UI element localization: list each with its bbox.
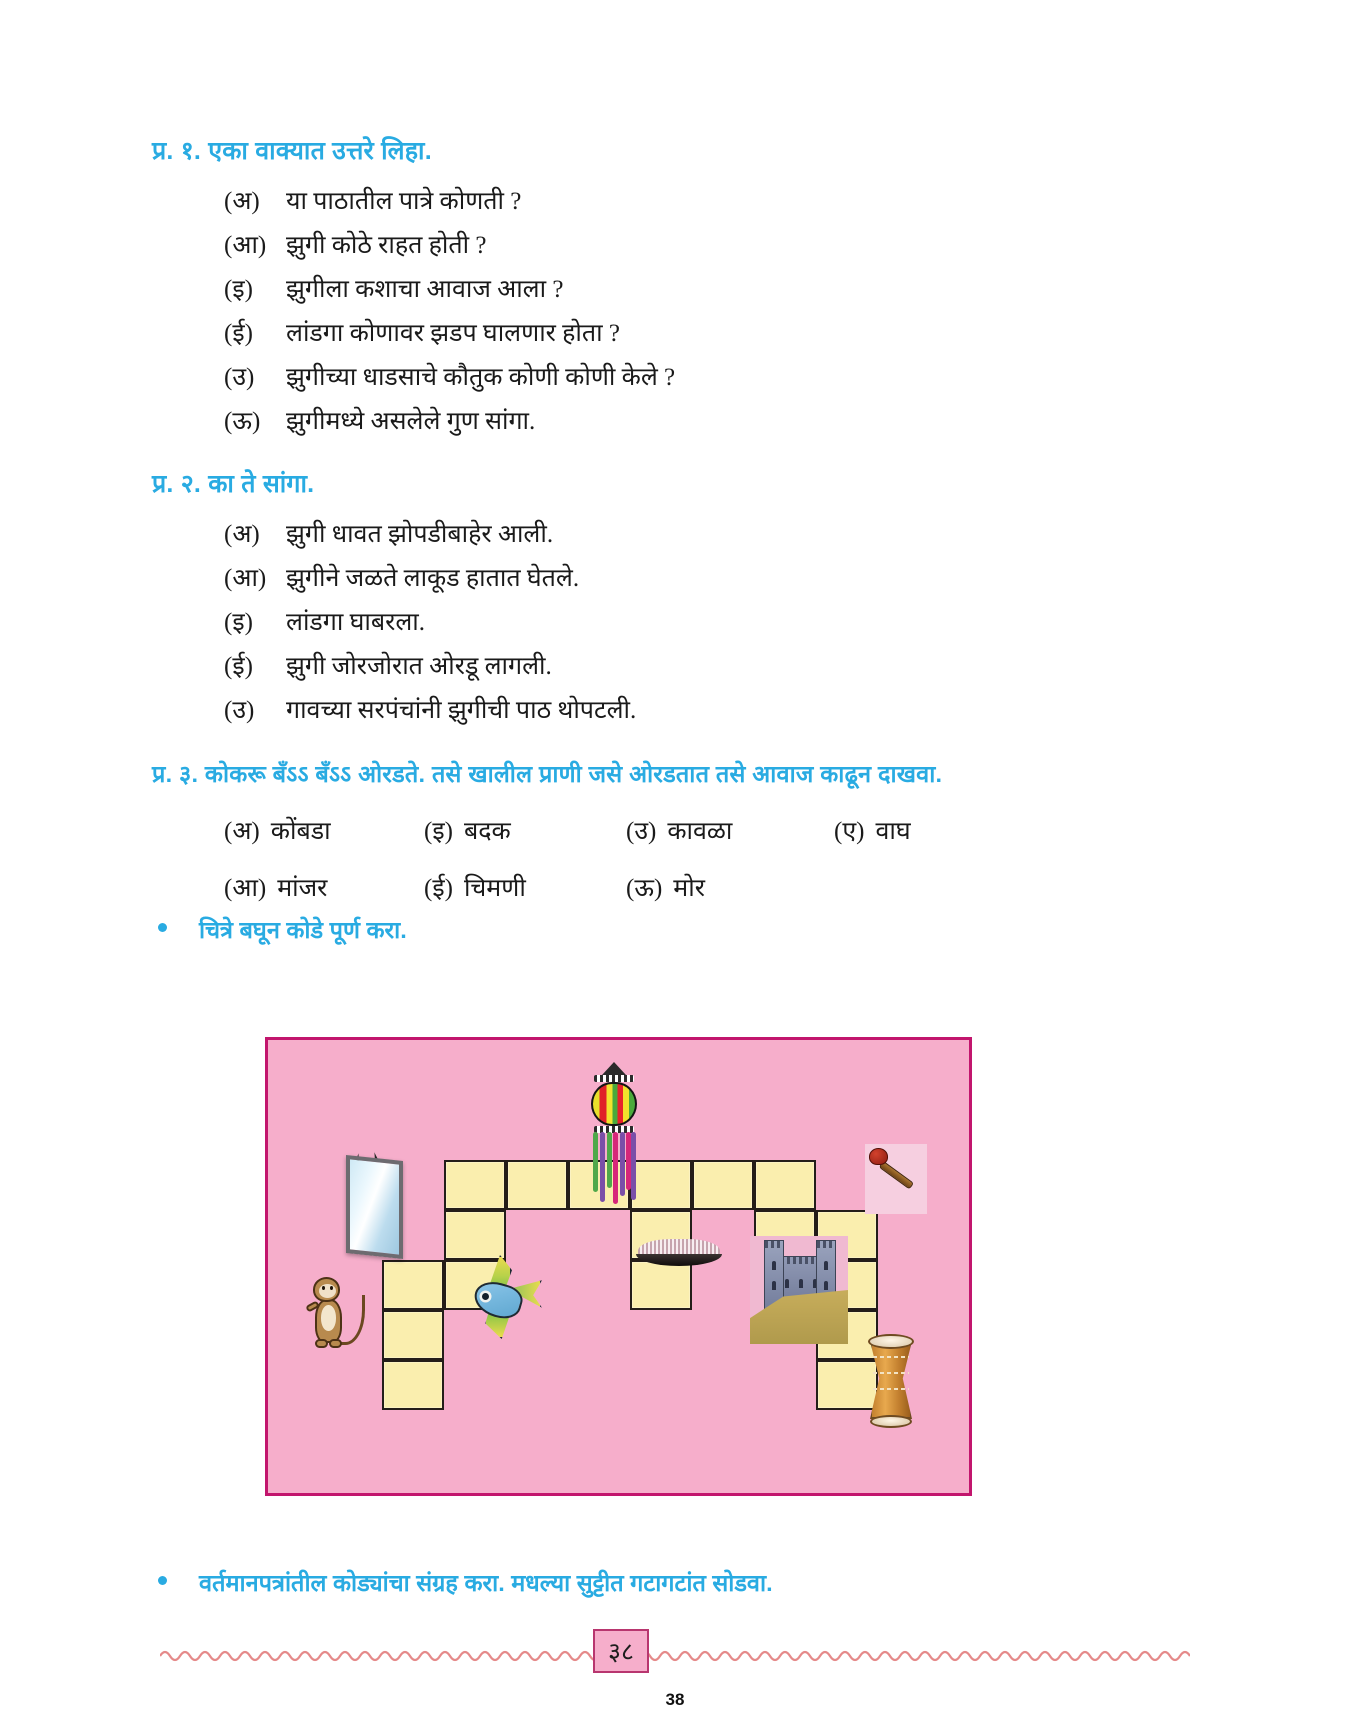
crossword-cell[interactable] xyxy=(754,1160,816,1210)
mace-head xyxy=(869,1148,888,1165)
monkey-picture xyxy=(303,1275,371,1363)
q2-item-2 xyxy=(224,610,636,635)
q3-animal-row-2 xyxy=(224,870,1252,904)
crossword-puzzle-image xyxy=(265,1037,972,1496)
q2-item-3 xyxy=(224,654,636,679)
q2-item-0 xyxy=(224,522,636,547)
monkey-eye xyxy=(322,1286,325,1290)
lantern-top-icon xyxy=(602,1062,626,1075)
page-number-bottom: 38 xyxy=(665,1690,685,1709)
fish-picture xyxy=(460,1257,546,1343)
monkey-eye xyxy=(330,1286,333,1290)
q3-animal-3-text: वाघ xyxy=(875,818,911,845)
q2-item-0-label: (अ) xyxy=(224,521,260,548)
fish-eye xyxy=(482,1293,489,1300)
drum-lace xyxy=(873,1356,909,1358)
fort-window xyxy=(799,1279,803,1288)
question-2-heading: प्र. २. का ते सांगा. xyxy=(152,470,315,498)
drum-picture xyxy=(865,1332,917,1428)
q1-item-4-text: झुगीच्या धाडसाचे कौतुक कोणी कोणी केले ? xyxy=(286,364,676,391)
footer-wave-divider xyxy=(160,1645,1190,1667)
fort-picture xyxy=(750,1236,848,1344)
q3-animal-4 xyxy=(224,870,424,904)
fort-window xyxy=(772,1261,776,1270)
page-number-badge: ३८ xyxy=(593,1629,649,1673)
q3-animal-6-label: (ऊ) xyxy=(626,875,663,902)
q1-item-3-text: लांडगा कोणावर झडप घालणार होता ? xyxy=(286,320,620,347)
q3-animal-1-text: बदक xyxy=(463,818,511,845)
bullet-newspaper-puzzles xyxy=(158,1566,773,1598)
q2-item-1-text: झुगीने जळते लाकूड हातात घेतले. xyxy=(286,565,580,592)
q3-animal-3-label: (ए) xyxy=(834,818,865,845)
fort-window xyxy=(785,1279,789,1288)
q2-item-3-label: (ई) xyxy=(224,653,253,680)
question-1-heading: प्र. १. एका वाक्यात उत्तरे लिहा. xyxy=(152,137,432,165)
drum-top-skin xyxy=(868,1334,914,1349)
q1-item-0-label: (अ) xyxy=(224,188,260,215)
q1-item-0 xyxy=(224,189,675,214)
crossword-cell[interactable] xyxy=(506,1160,568,1210)
comb-picture xyxy=(636,1239,722,1269)
q3-animal-row-1 xyxy=(224,813,1252,847)
q3-animal-3 xyxy=(834,813,911,847)
monkey-leg xyxy=(329,1339,342,1348)
q1-item-0-text: या पाठातील पात्रे कोणती ? xyxy=(286,188,522,215)
lantern-picture xyxy=(588,1062,640,1207)
drum-shell xyxy=(870,1341,912,1419)
question-3-heading: प्र. ३. कोकरू बँऽऽ बँऽऽ ओरडते. तसे खालील प्राणी जसे ओरडतात तसे आवाज काढून दाखवा. xyxy=(152,761,943,787)
q3-animal-2-label: (उ) xyxy=(626,818,657,845)
crossword-cell[interactable] xyxy=(444,1160,506,1210)
mirror-frame xyxy=(346,1155,403,1259)
q1-item-5-text: झुगीमध्ये असलेले गुण सांगा. xyxy=(286,408,536,435)
lantern-body xyxy=(591,1082,637,1126)
bullet-picture-puzzle xyxy=(158,913,407,945)
monkey-leg xyxy=(315,1339,328,1348)
q2-item-3-text: झुगी जोरजोरात ओरडू लागली. xyxy=(286,653,552,680)
q3-animal-0-text: कोंबडा xyxy=(270,818,331,845)
q3-animal-4-text: मांजर xyxy=(277,875,328,902)
fort-crenellation xyxy=(765,1241,783,1248)
crossword-cell[interactable] xyxy=(382,1260,444,1310)
q3-animal-0-label: (अ) xyxy=(224,818,260,845)
crossword-cell[interactable] xyxy=(444,1210,506,1260)
q1-item-3 xyxy=(224,321,675,346)
q2-item-1-label: (आ) xyxy=(224,565,267,592)
q2-item-0-text: झुगी धावत झोपडीबाहेर आली. xyxy=(286,521,554,548)
q1-item-1 xyxy=(224,233,675,258)
q3-animal-4-label: (आ) xyxy=(224,875,267,902)
q1-item-2-label: (इ) xyxy=(224,276,253,303)
mace-handle xyxy=(879,1161,914,1190)
q1-item-1-label: (आ) xyxy=(224,232,267,259)
q1-item-5 xyxy=(224,409,675,434)
q3-animal-5-label: (ई) xyxy=(424,875,453,902)
q3-animal-6 xyxy=(626,870,834,904)
q3-animal-0 xyxy=(224,813,424,847)
lantern-cap xyxy=(594,1075,634,1082)
fort-window xyxy=(824,1261,828,1270)
lantern-tails xyxy=(592,1132,636,1207)
monkey-belly xyxy=(321,1305,336,1331)
drum-lace xyxy=(873,1372,909,1374)
q1-item-3-label: (ई) xyxy=(224,320,253,347)
q2-item-4-label: (उ) xyxy=(224,697,255,724)
bullet-dot-icon xyxy=(158,1576,167,1585)
mace-picture xyxy=(865,1144,927,1214)
q2-item-2-text: लांडगा घाबरला. xyxy=(286,609,426,636)
fort-crenellation xyxy=(817,1241,835,1248)
q1-item-2-text: झुगीला कशाचा आवाज आला ? xyxy=(286,276,564,303)
q3-animal-2 xyxy=(626,813,834,847)
q1-item-1-text: झुगी कोठे राहत होती ? xyxy=(286,232,487,259)
q3-animal-1 xyxy=(424,813,626,847)
q2-item-4 xyxy=(224,698,636,723)
bullet-picture-puzzle-text: चित्रे बघून कोडे पूर्ण करा. xyxy=(199,917,407,943)
bullet-newspaper-puzzles-text: वर्तमानपत्रांतील कोड्यांचा संग्रह करा. मधल्या सुट्टीत गटागटांत सोडवा. xyxy=(199,1570,773,1596)
drum-lace xyxy=(873,1388,909,1390)
q1-item-2 xyxy=(224,277,675,302)
q1-item-4-label: (उ) xyxy=(224,364,255,391)
fish-body xyxy=(470,1277,526,1323)
q3-animal-1-label: (इ) xyxy=(424,818,453,845)
q3-animal-2-text: कावळा xyxy=(667,818,733,845)
fort-window xyxy=(772,1281,776,1290)
crossword-cell[interactable] xyxy=(382,1360,444,1410)
q2-item-1 xyxy=(224,566,636,591)
q3-animal-5-text: चिमणी xyxy=(463,875,526,902)
q1-item-4 xyxy=(224,365,675,390)
drum-bottom-skin xyxy=(870,1415,912,1428)
mirror-picture xyxy=(346,1158,403,1256)
q1-item-5-label: (ऊ) xyxy=(224,408,261,435)
crossword-cell[interactable] xyxy=(382,1310,444,1360)
question-2-block xyxy=(152,466,636,723)
bullet-dot-icon xyxy=(158,923,167,932)
question-3-block xyxy=(152,757,1252,904)
q2-item-4-text: गावच्या सरपंचांनी झुगीची पाठ थोपटली. xyxy=(286,697,637,724)
q3-animal-5 xyxy=(424,870,626,904)
q3-animal-6-text: मोर xyxy=(673,875,705,902)
question-1-block xyxy=(152,133,675,434)
q2-item-2-label: (इ) xyxy=(224,609,253,636)
comb-spine xyxy=(636,1254,722,1266)
crossword-cell[interactable] xyxy=(692,1160,754,1210)
fort-window xyxy=(824,1281,828,1290)
